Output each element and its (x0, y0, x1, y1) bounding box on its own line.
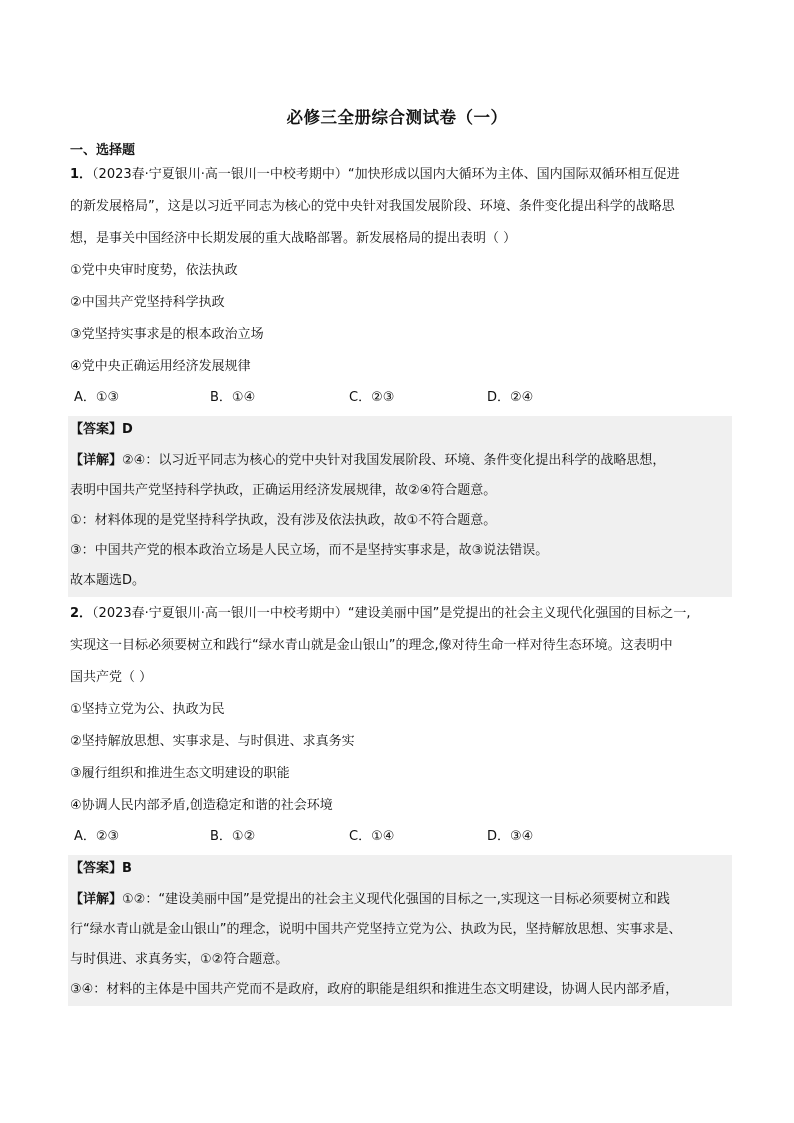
answer-line: 【答案】D (70, 422, 133, 437)
detail-line: 【详解】①②：“建设美丽中国”是党提出的社会主义现代化强国的目标之一,实现这一目标必须要树立和践 (70, 892, 670, 907)
option-d[interactable]: D．②④ (487, 390, 534, 405)
option-c[interactable]: C．①④ (349, 829, 395, 844)
section-heading: 一、选择题 (70, 143, 136, 158)
statement: ④协调人民内部矛盾,创造稳定和谐的社会环境 (70, 798, 333, 813)
option-a[interactable]: A．②③ (74, 829, 120, 844)
solution-box (68, 416, 732, 597)
option-c[interactable]: C．②③ (349, 390, 395, 405)
statement: ①党中央审时度势，依法执政 (70, 263, 238, 278)
detail-line: 【详解】②④：以习近平同志为核心的党中央针对我国发展阶段、环境、条件变化提出科学的战略思想， (70, 453, 666, 468)
question-stem-line: 1．（2023春·宁夏银川·高一银川一中校考期中）“加快形成以国内大循环为主体、国内国际双循环相互促进 (70, 167, 680, 182)
question-stem-line: 国共产党（ ） (70, 670, 153, 685)
question-2 (70, 601, 730, 1006)
question-stem-line: 的新发展格局”，这是以习近平同志为核心的党中央针对我国发展阶段、环境、条件变化提出科学的战略思 (70, 199, 675, 214)
question-stem-line: 想，是事关中国经济中长期发展的重大战略部署。新发展格局的提出表明（ ） (70, 231, 517, 246)
statement: ②坚持解放思想、实事求是、与时俱进、求真务实 (70, 734, 355, 749)
detail-line: 故本题选D。 (70, 573, 146, 588)
option-b[interactable]: B．①② (210, 829, 256, 844)
page-title: 必修三全册综合测试卷（一） (286, 108, 508, 127)
detail-line: 表明中国共产党坚持科学执政，正确运用经济发展规律，故②④符合题意。 (70, 483, 497, 498)
detail-line: ③：中国共产党的根本政治立场是人民立场，而不是坚持实事求是，故③说法错误。 (70, 543, 549, 558)
detail-line: ③④：材料的主体是中国共产党而不是政府，政府的职能是组织和推进生态文明建设，协调人民内部矛盾， (70, 982, 679, 997)
detail-line: ①：材料体现的是党坚持科学执政，没有涉及依法执政，故①不符合题意。 (70, 513, 497, 528)
answer-options (70, 825, 730, 855)
question-stem-line: 2．（2023春·宁夏银川·高一银川一中校考期中）“建设美丽中国”是党提出的社会主义现代化强国的目标之一, (70, 606, 691, 621)
detail-line: 与时俱进、求真务实，①②符合题意。 (70, 952, 289, 967)
answer-line: 【答案】B (70, 861, 132, 876)
question-stem-line: 实现这一目标必须要树立和践行“绿水青山就是金山银山”的理念,像对待生命一样对待生态环境。这表明中 (70, 638, 673, 653)
detail-line: 行“绿水青山就是金山银山”的理念，说明中国共产党坚持立党为公、执政为民，坚持解放思想、实事求是、 (70, 922, 682, 937)
option-a[interactable]: A．①③ (74, 390, 120, 405)
statement: ④党中央正确运用经济发展规律 (70, 359, 251, 374)
questions-container (70, 162, 730, 1006)
solution-box (68, 855, 732, 1006)
option-d[interactable]: D．③④ (487, 829, 534, 844)
statement: ③党坚持实事求是的根本政治立场 (70, 327, 264, 342)
statement: ③履行组织和推进生态文明建设的职能 (70, 766, 290, 781)
question-1 (70, 162, 730, 597)
option-b[interactable]: B．①④ (210, 390, 256, 405)
answer-options (70, 386, 730, 416)
statement: ②中国共产党坚持科学执政 (70, 295, 225, 310)
statement: ①坚持立党为公、执政为民 (70, 702, 225, 717)
